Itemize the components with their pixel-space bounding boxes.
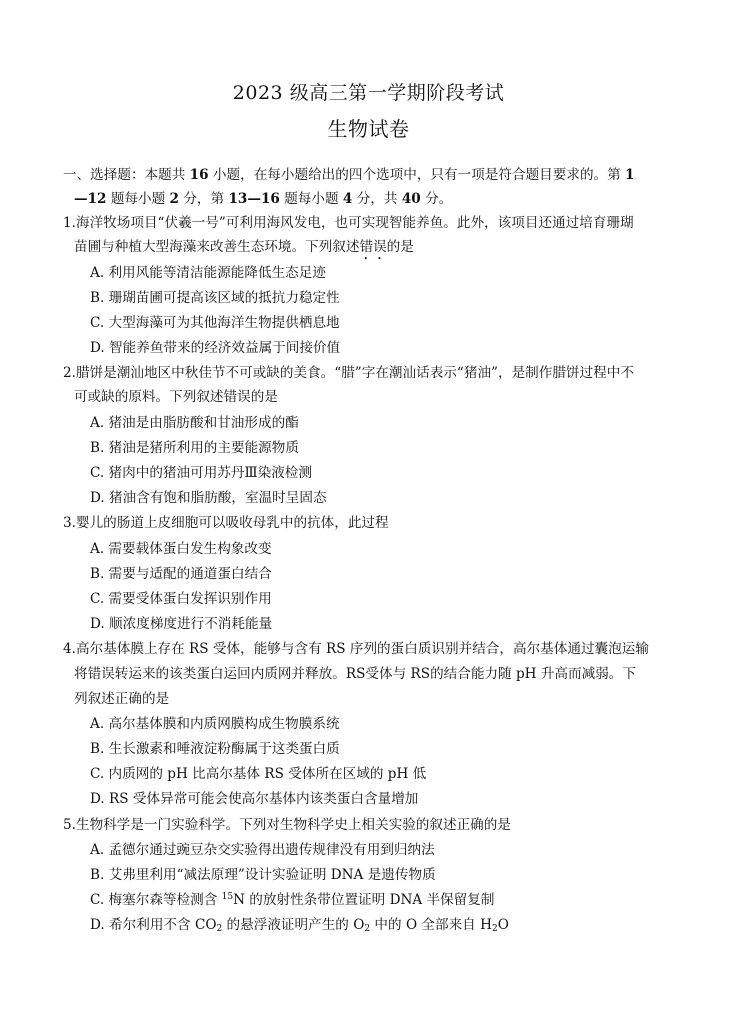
question-3-option-a[interactable]: A. 需要载体蛋白发生构象改变 bbox=[90, 541, 272, 557]
exam-title: 2023 级高三第一学期阶段考试 bbox=[232, 82, 505, 104]
option-text: 的悬浮液证明产生的 O bbox=[222, 917, 365, 933]
isotope-mass-number: 15 bbox=[221, 892, 234, 902]
question-1-stem: 1.海洋牧场项目“伏羲一号”可利用海风发电，也可实现智能养鱼。此外，该项目还通过培育珊瑚 bbox=[63, 215, 634, 231]
instr-text: 题每小题 bbox=[279, 191, 343, 207]
question-4-stem-cont-2: 列叙述正确的是 bbox=[74, 691, 170, 707]
question-5-option-b[interactable]: B. 艾弗里利用“减法原理”设计实验证明 DNA 是遗传物质 bbox=[90, 867, 436, 883]
question-4-option-a[interactable]: A. 高尔基体膜和内质网膜构成生物膜系统 bbox=[90, 716, 340, 732]
instr-text: 分，第 bbox=[179, 191, 229, 207]
question-2-stem: 2.腊饼是潮汕地区中秋佳节不可或缺的美食。“腊”字在潮汕话表示“猪油”，是制作腊饼过程中不 bbox=[63, 365, 634, 381]
instr-text: 小题，在每小题给出的四个选项中，只有一项是符合题目要求的。第 bbox=[208, 167, 626, 183]
option-text: 中的 O 全部来自 H bbox=[370, 917, 492, 933]
subscript: 2 bbox=[364, 924, 371, 934]
subscript: 2 bbox=[216, 924, 223, 934]
instr-range-start: 1 bbox=[625, 167, 635, 183]
stem-text: 的是 bbox=[386, 239, 414, 255]
instr-text: 分，共 bbox=[352, 191, 402, 207]
section-instructions-line-1 bbox=[63, 166, 635, 184]
instr-count: 16 bbox=[189, 167, 209, 183]
exam-subject: 生物试卷 bbox=[327, 117, 410, 141]
question-2-option-a[interactable]: A. 猪油是由脂肪酸和甘油形成的酯 bbox=[90, 415, 299, 431]
question-5-option-a[interactable]: A. 孟德尔通过豌豆杂交实验得出遗传规律没有用到归纳法 bbox=[90, 842, 435, 858]
question-4-stem: 4.高尔基体膜上存在 RS 受体，能够与含有 RS 序列的蛋白质识别并结合，高尔基体通过囊泡运输 bbox=[63, 641, 649, 657]
instr-text: 一、选择题：本题共 bbox=[63, 167, 190, 183]
option-text: D. 希尔利用不含 CO bbox=[90, 917, 217, 933]
instr-points: 4 bbox=[342, 191, 353, 207]
instr-text: 题每小题 bbox=[106, 191, 170, 207]
section-instructions-line-2 bbox=[74, 190, 452, 208]
question-2-option-b[interactable]: B. 猪油是猪所利用的主要能源物质 bbox=[90, 440, 299, 456]
question-2-option-c[interactable]: C. 猪肉中的猪油可用苏丹Ⅲ染液检测 bbox=[90, 465, 312, 481]
question-5-stem: 5.生物科学是一门实验科学。下列对生物科学史上相关实验的叙述正确的是 bbox=[63, 817, 511, 833]
stem-text: 苗圃与种植大型海藻来改善生态环境。下列叙述 bbox=[74, 239, 360, 255]
question-3-stem: 3.婴儿的肠道上皮细胞可以吸收母乳中的抗体，此过程 bbox=[63, 515, 389, 531]
instr-points: 2 bbox=[169, 191, 180, 207]
instr-total: 40 bbox=[401, 191, 421, 207]
question-1-option-d[interactable]: D. 智能养鱼带来的经济效益属于间接价值 bbox=[90, 340, 341, 356]
option-text: C. 梅塞尔森等检测含 bbox=[90, 892, 222, 908]
option-text: O bbox=[497, 917, 509, 933]
question-4-option-b[interactable]: B. 生长激素和唾液淀粉酶属于这类蛋白质 bbox=[90, 741, 340, 757]
question-1-option-c[interactable]: C. 大型海藻可为其他海洋生物提供栖息地 bbox=[90, 315, 340, 331]
question-3-option-d[interactable]: D. 顺浓度梯度进行不消耗能量 bbox=[90, 616, 273, 632]
question-5-option-c[interactable] bbox=[90, 891, 494, 909]
subscript: 2 bbox=[491, 924, 498, 934]
question-1-stem-cont bbox=[74, 238, 414, 263]
question-4-option-c[interactable]: C. 内质网的 pH 比高尔基体 RS 受体所在区域的 pH 低 bbox=[90, 766, 427, 782]
question-5-option-d[interactable] bbox=[90, 916, 509, 934]
question-2-stem-cont: 可或缺的原料。下列叙述错误的是 bbox=[74, 389, 278, 405]
option-text: N 的放射性条带位置证明 DNA 半保留复制 bbox=[233, 892, 495, 908]
question-1-option-b[interactable]: B. 珊瑚苗圃可提高该区域的抵抗力稳定性 bbox=[90, 290, 340, 306]
instr-range-end: —12 bbox=[74, 191, 107, 207]
question-1-option-a[interactable]: A. 利用风能等清洁能源能降低生态足迹 bbox=[90, 265, 326, 281]
question-2-option-d[interactable]: D. 猪油含有饱和脂肪酸，室温时呈固态 bbox=[90, 490, 327, 506]
question-4-stem-cont-1: 将错误转运来的该类蛋白运回内质网并释放。RS受体与 RS的结合能力随 pH 升高而减弱。下 bbox=[74, 666, 636, 682]
question-3-option-c[interactable]: C. 需要受体蛋白发挥识别作用 bbox=[90, 591, 272, 607]
question-4-option-d[interactable]: D. RS 受体异常可能会使高尔基体内该类蛋白含量增加 bbox=[90, 791, 419, 807]
instr-text: 分。 bbox=[420, 191, 453, 207]
question-3-option-b[interactable]: B. 需要与适配的通道蛋白结合 bbox=[90, 566, 272, 582]
emphasis-word: 错误 bbox=[359, 239, 387, 255]
instr-range: 13—16 bbox=[228, 191, 280, 207]
